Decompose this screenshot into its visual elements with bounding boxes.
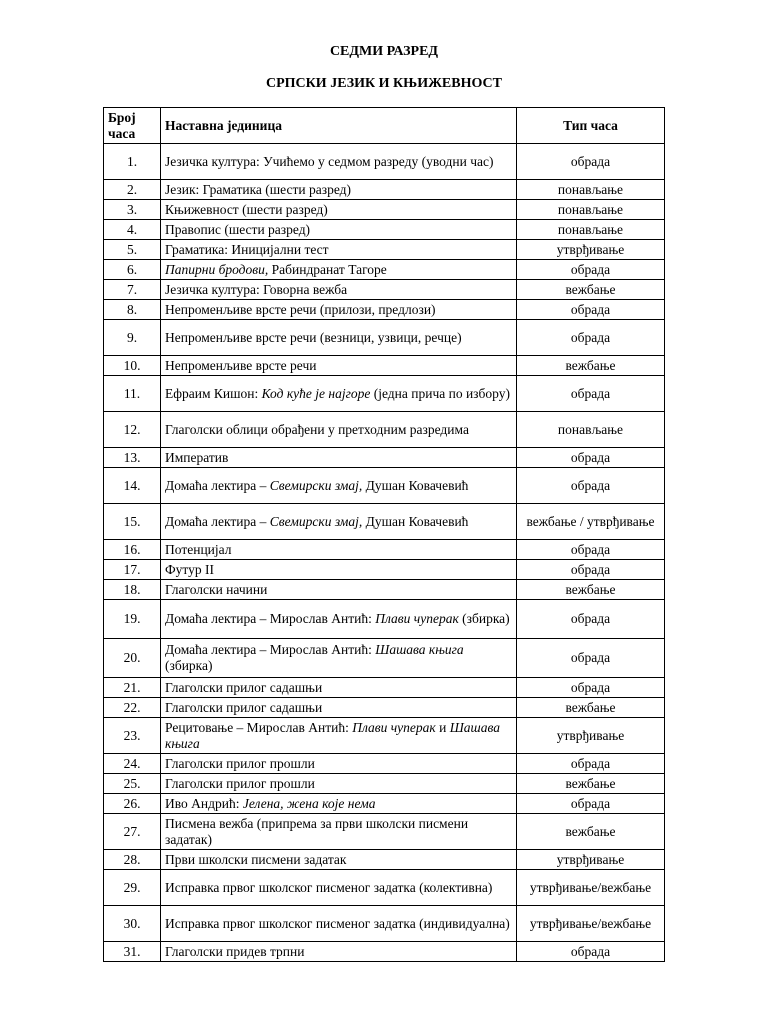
lesson-type: обрада xyxy=(517,320,665,356)
table-row xyxy=(104,220,665,240)
lesson-type: вежбање xyxy=(517,814,665,850)
lesson-unit xyxy=(161,718,517,754)
lesson-number: 6. xyxy=(104,260,161,280)
lesson-unit xyxy=(161,794,517,814)
lesson-number: 7. xyxy=(104,280,161,300)
table-row xyxy=(104,448,665,468)
table-header-row xyxy=(104,108,665,144)
lesson-unit xyxy=(161,280,517,300)
table-row xyxy=(104,180,665,200)
lesson-unit xyxy=(161,580,517,600)
lesson-number: 19. xyxy=(104,600,161,639)
lesson-unit xyxy=(161,678,517,698)
lesson-number: 12. xyxy=(104,412,161,448)
lesson-unit xyxy=(161,814,517,850)
lesson-unit-text-part: (збирка) xyxy=(458,611,510,626)
lesson-unit-title-part: Свемирски змај, xyxy=(269,477,363,493)
lesson-unit-text-part: Футур II xyxy=(165,561,215,577)
lesson-type: обрада xyxy=(517,942,665,962)
lesson-type: понављање xyxy=(517,220,665,240)
table-row xyxy=(104,718,665,754)
lesson-unit-text-part: Императив xyxy=(165,449,229,465)
lesson-type: обрада xyxy=(517,468,665,504)
table-row xyxy=(104,144,665,180)
lesson-unit xyxy=(161,260,517,280)
lesson-unit-text-part: Језик: Граматика (шести разред) xyxy=(165,181,352,197)
header-type: Тип часа xyxy=(517,108,665,144)
lesson-type: обрада xyxy=(517,448,665,468)
lesson-unit-text-part: Ефраим Кишон: xyxy=(165,385,262,401)
lesson-type: вежбање xyxy=(517,356,665,376)
lesson-unit xyxy=(161,560,517,580)
lesson-type: обрада xyxy=(517,560,665,580)
lesson-number: 21. xyxy=(104,678,161,698)
lesson-type: обрада xyxy=(517,260,665,280)
header-unit: Наставна јединица xyxy=(161,108,517,144)
page-title: СЕДМИ РАЗРЕД xyxy=(329,44,439,59)
table-row xyxy=(104,560,665,580)
table-row xyxy=(104,412,665,448)
lesson-unit-text-part: Глаголски прилог садашњи xyxy=(165,679,323,695)
lesson-type: вежбање xyxy=(517,774,665,794)
lesson-number: 20. xyxy=(104,639,161,678)
lesson-unit xyxy=(161,200,517,220)
lesson-unit-title-part: Свемирски змај, xyxy=(269,513,363,529)
lesson-number: 24. xyxy=(104,754,161,774)
table-row xyxy=(104,942,665,962)
lesson-number: 1. xyxy=(104,144,161,180)
table-row xyxy=(104,468,665,504)
lesson-unit-text-part: Непроменљиве врсте речи xyxy=(165,357,317,373)
lesson-type: понављање xyxy=(517,200,665,220)
lesson-number: 26. xyxy=(104,794,161,814)
lesson-unit xyxy=(161,754,517,774)
lessons-table xyxy=(103,107,665,962)
lesson-unit xyxy=(161,180,517,200)
lesson-unit-text-part: Глаголски прилог садашњи xyxy=(165,699,323,715)
lesson-number: 14. xyxy=(104,468,161,504)
lesson-number: 18. xyxy=(104,580,161,600)
lesson-unit-text-part: Глаголски придев трпни xyxy=(165,943,305,959)
page-subtitle: СРПСКИ ЈЕЗИК И КЊИЖЕВНОСТ xyxy=(265,76,503,91)
lesson-unit-text-part: Граматика: Иницијални тест xyxy=(165,241,329,257)
lesson-unit-text-part: (једна прича по избору) xyxy=(370,385,510,401)
lesson-unit xyxy=(161,942,517,962)
lesson-number: 23. xyxy=(104,718,161,754)
lesson-type: вежбање xyxy=(517,280,665,300)
table-row xyxy=(104,320,665,356)
lesson-unit-text-part: Глаголски начини xyxy=(165,581,268,597)
lesson-unit-text-part: Рабиндранат Тагоре xyxy=(268,261,387,277)
lesson-type: обрада xyxy=(517,754,665,774)
lesson-unit-text-part: Домаћа лектира – xyxy=(165,513,270,529)
lesson-type: обрада xyxy=(517,540,665,560)
lesson-unit xyxy=(161,376,517,412)
table-row xyxy=(104,698,665,718)
lesson-unit-text-part: Глаголски облици обрађени у претходним разредима xyxy=(165,421,469,437)
lesson-unit-text-part: Душан Ковачевић xyxy=(362,513,469,529)
lesson-unit-text-part: Домаћа лектира – Мирослав Антић: xyxy=(165,642,376,657)
table-row xyxy=(104,260,665,280)
lesson-unit xyxy=(161,698,517,718)
lesson-number: 10. xyxy=(104,356,161,376)
lesson-number: 22. xyxy=(104,698,161,718)
table-row xyxy=(104,240,665,260)
lesson-unit-text-part: Домаћа лектира – xyxy=(165,477,270,493)
lesson-unit xyxy=(161,504,517,540)
lesson-unit-text-part: Непроменљиве врсте речи (прилози, предлози) xyxy=(165,301,436,317)
lesson-unit-text-part: Писмена вежба (припрема за први школски писмени задатак) xyxy=(165,815,469,847)
lesson-unit xyxy=(161,639,517,678)
lesson-unit xyxy=(161,240,517,260)
lesson-number: 3. xyxy=(104,200,161,220)
lesson-unit-title-part: Шашава књига xyxy=(165,719,501,751)
lesson-unit xyxy=(161,774,517,794)
lesson-unit xyxy=(161,300,517,320)
lesson-type: вежбање / утврђивање xyxy=(517,504,665,540)
lesson-type: обрада xyxy=(517,144,665,180)
lesson-unit-text-part: Непроменљиве врсте речи (везници, узвици, речце) xyxy=(165,329,462,345)
lesson-unit-title-part: Папирни бродови, xyxy=(165,261,269,277)
lesson-unit-text-part: Језичка култура: Учићемо у седмом разреду (уводни час) xyxy=(165,153,494,169)
lesson-number: 16. xyxy=(104,540,161,560)
lesson-type: обрада xyxy=(517,678,665,698)
table-row xyxy=(104,850,665,870)
lesson-unit-text-part: (збирка) xyxy=(165,658,213,673)
lesson-unit-text-part: Исправка првог школског писменог задатка (индивидуална) xyxy=(165,915,510,931)
lesson-unit-text-part: Глаголски прилог прошли xyxy=(165,755,315,771)
lesson-number: 8. xyxy=(104,300,161,320)
lesson-unit-title-part: Плави чуперак xyxy=(375,611,459,626)
lesson-unit xyxy=(161,448,517,468)
lesson-type: утврђивање xyxy=(517,850,665,870)
lesson-number: 27. xyxy=(104,814,161,850)
table-row xyxy=(104,300,665,320)
lesson-unit xyxy=(161,540,517,560)
table-row xyxy=(104,906,665,942)
table-row xyxy=(104,504,665,540)
lesson-unit-text-part: Рецитовање – Мирослав Антић: xyxy=(165,719,353,735)
lesson-unit xyxy=(161,906,517,942)
table-row xyxy=(104,356,665,376)
table-row xyxy=(104,200,665,220)
lesson-unit xyxy=(161,468,517,504)
lesson-unit-text-part: Језичка култура: Говорна вежба xyxy=(165,281,348,297)
lesson-unit xyxy=(161,320,517,356)
lesson-unit-text-part: и xyxy=(435,719,450,735)
table-row xyxy=(104,774,665,794)
lesson-unit-text-part: Књижевност (шести разред) xyxy=(165,201,328,217)
lesson-type: обрада xyxy=(517,639,665,678)
lesson-number: 28. xyxy=(104,850,161,870)
lesson-number: 25. xyxy=(104,774,161,794)
lesson-unit xyxy=(161,220,517,240)
lesson-type: утврђивање xyxy=(517,718,665,754)
table-row xyxy=(104,814,665,850)
table-row xyxy=(104,678,665,698)
header-number: Број часа xyxy=(104,108,161,144)
table-row xyxy=(104,639,665,678)
lesson-type: утврђивање/вежбање xyxy=(517,870,665,906)
table-row xyxy=(104,754,665,774)
table-row xyxy=(104,376,665,412)
lesson-number: 29. xyxy=(104,870,161,906)
lesson-unit-title-part: Шашава књига xyxy=(375,642,464,657)
lesson-unit-title-part: Јелена, жена које нема xyxy=(242,795,376,811)
lesson-number: 2. xyxy=(104,180,161,200)
lesson-unit-text-part: Иво Андрић: xyxy=(165,795,243,811)
lesson-unit-text-part: Душан Ковачевић xyxy=(362,477,469,493)
lesson-number: 30. xyxy=(104,906,161,942)
lesson-unit-text-part: Први школски писмени задатак xyxy=(165,851,347,867)
lesson-unit-text-part: Исправка првог школског писменог задатка (колективна) xyxy=(165,879,493,895)
lesson-unit xyxy=(161,412,517,448)
lesson-type: понављање xyxy=(517,180,665,200)
lesson-unit-title-part: Плави чуперак xyxy=(352,719,436,735)
lesson-unit xyxy=(161,356,517,376)
lesson-unit xyxy=(161,870,517,906)
lesson-number: 11. xyxy=(104,376,161,412)
table-row xyxy=(104,580,665,600)
table-row xyxy=(104,600,665,639)
lesson-number: 31. xyxy=(104,942,161,962)
lesson-number: 15. xyxy=(104,504,161,540)
lesson-unit-text-part: Потенцијал xyxy=(165,541,232,557)
lesson-number: 9. xyxy=(104,320,161,356)
table-row xyxy=(104,540,665,560)
lesson-unit-text-part: Домаћа лектира – Мирослав Антић: xyxy=(165,611,376,626)
lesson-unit xyxy=(161,850,517,870)
lesson-type: обрада xyxy=(517,300,665,320)
lesson-type: вежбање xyxy=(517,698,665,718)
lesson-type: понављање xyxy=(517,412,665,448)
table-row xyxy=(104,794,665,814)
lesson-type: обрада xyxy=(517,794,665,814)
lesson-type: вежбање xyxy=(517,580,665,600)
lesson-type: обрада xyxy=(517,376,665,412)
lesson-unit-text-part: Правопис (шести разред) xyxy=(165,221,311,237)
lesson-number: 13. xyxy=(104,448,161,468)
lesson-number: 5. xyxy=(104,240,161,260)
lesson-type: утврђивање xyxy=(517,240,665,260)
table-row xyxy=(104,870,665,906)
table-row xyxy=(104,280,665,300)
lesson-number: 4. xyxy=(104,220,161,240)
lesson-unit-title-part: Код куће је најгоре xyxy=(261,385,371,401)
lesson-unit xyxy=(161,144,517,180)
lesson-unit-text-part: Глаголски прилог прошли xyxy=(165,775,315,791)
lesson-unit xyxy=(161,600,517,639)
lesson-number: 17. xyxy=(104,560,161,580)
lesson-type: утврђивање/вежбање xyxy=(517,906,665,942)
lesson-type: обрада xyxy=(517,600,665,639)
